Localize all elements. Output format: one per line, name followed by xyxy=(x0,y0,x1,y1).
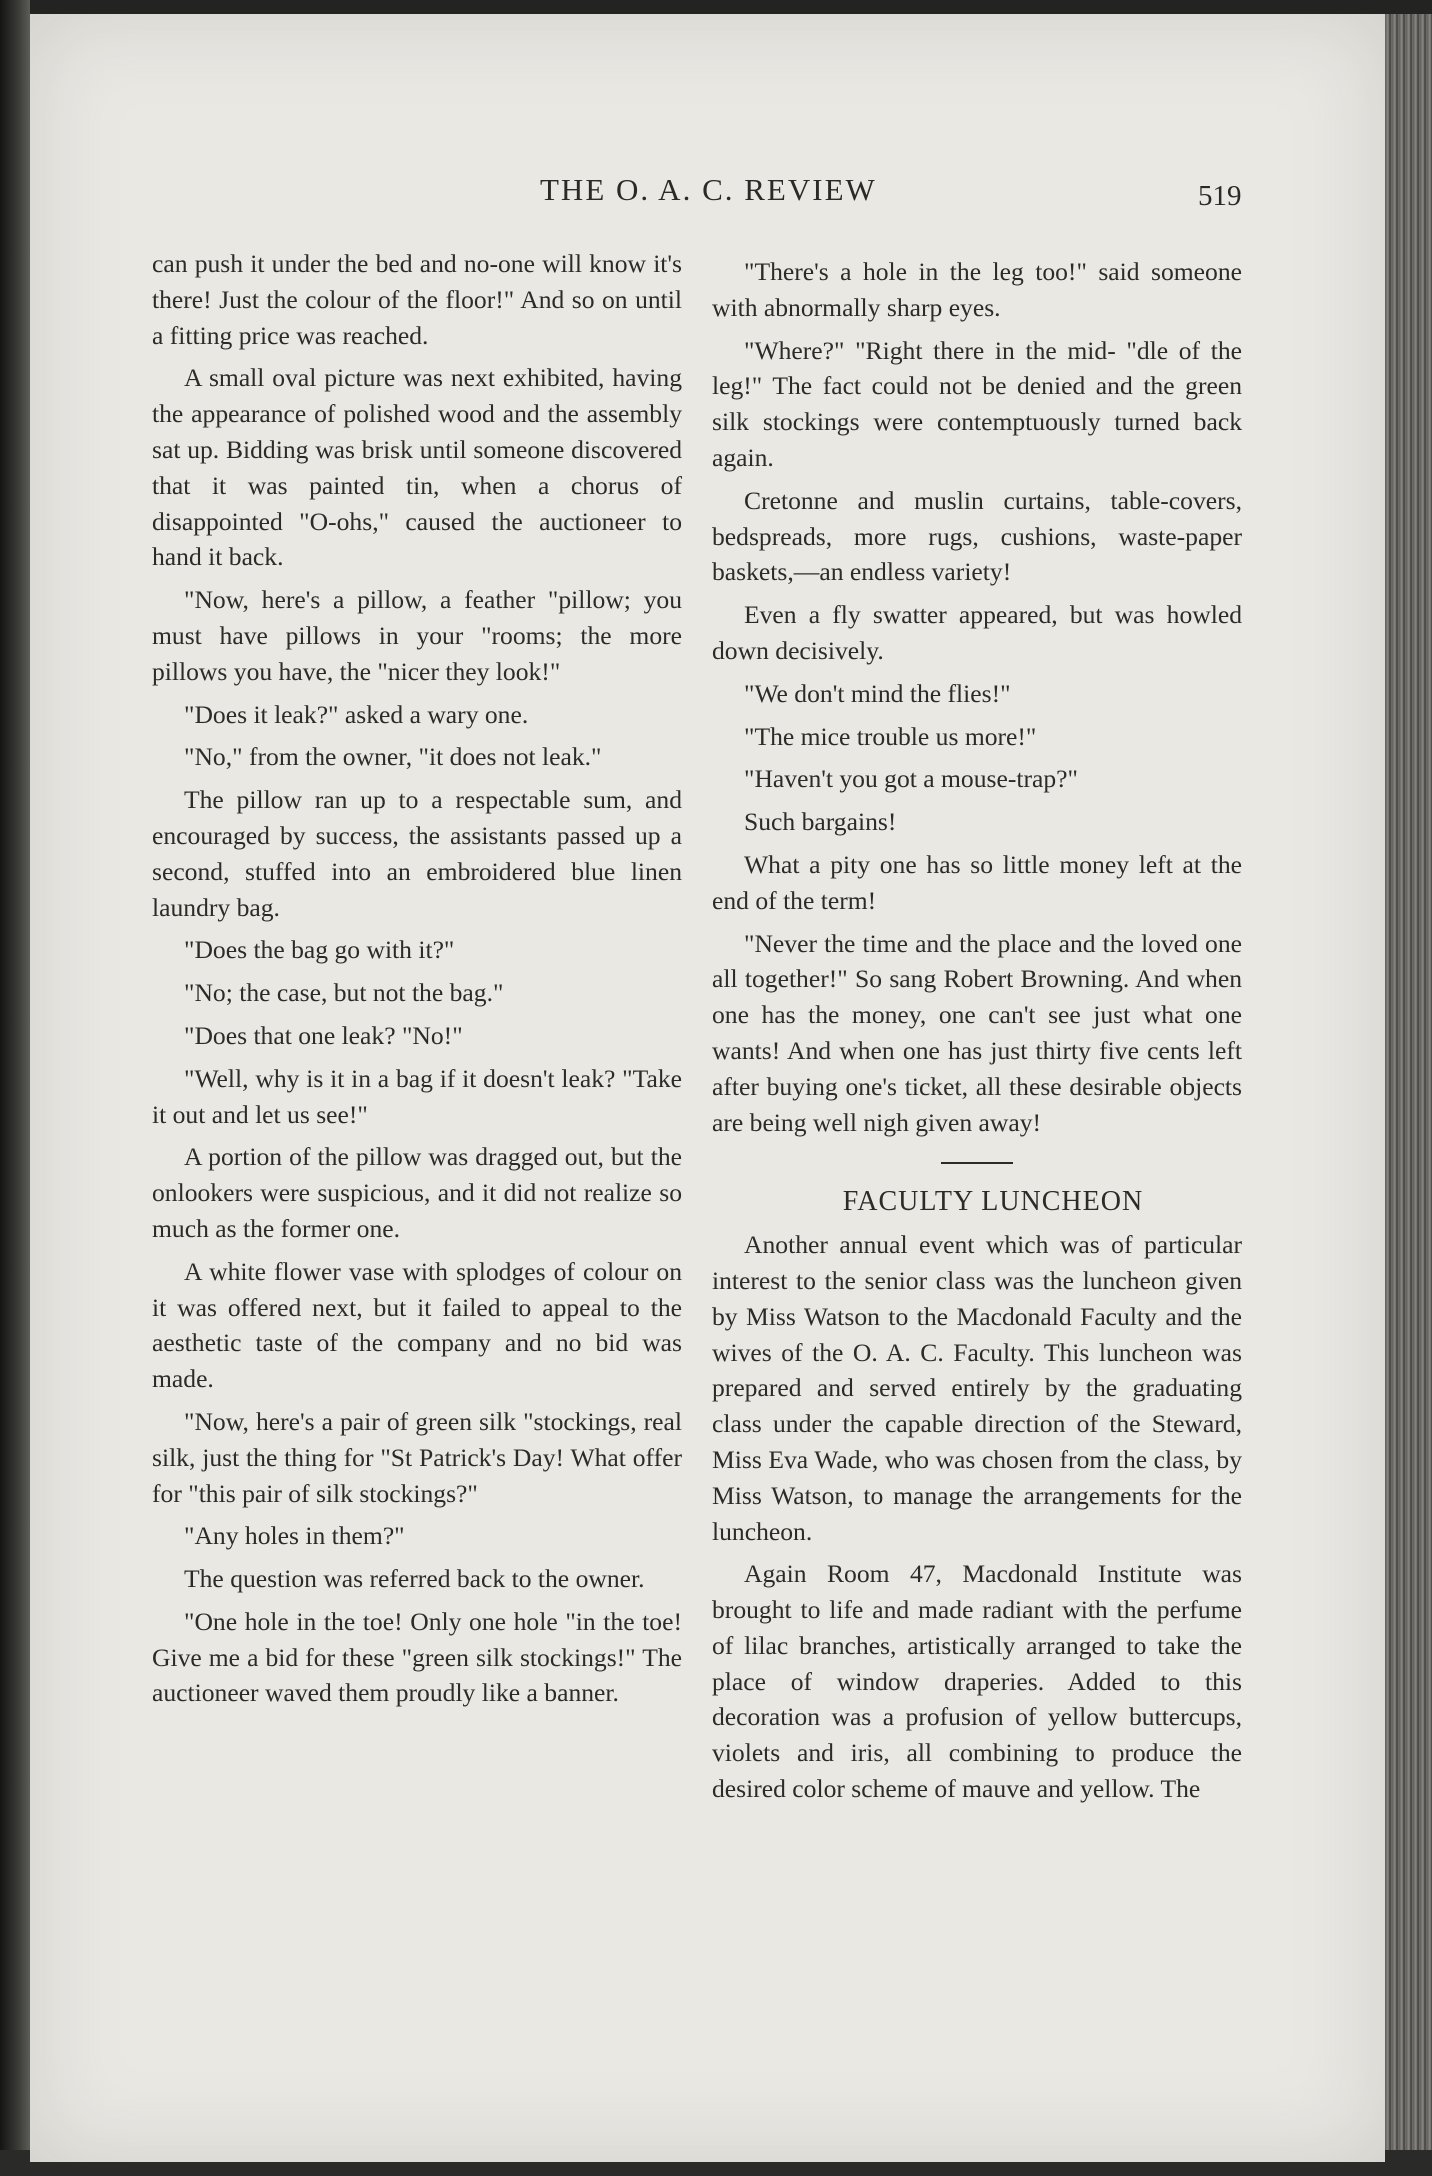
paragraph: "Where?" "Right there in the mid- "dle of the leg!" The fact could not be denied and the green silk stockings were contemptuously turned back again. xyxy=(712,335,1242,472)
paragraph: Even a fly swatter appeared, but was howled down decisively. xyxy=(712,600,1242,665)
paragraph: Another annual event which was of particular interest to the senior class was the luncheon given by Miss Watson to the Macdonald Faculty and the wives of the O. A. C. Faculty. This luncheon was prepared and served entirely by the graduating class under the capable direction of the Steward, Miss Eva Wade, who was chosen from the class, by Miss Watson, to manage the arrangements for the luncheon. xyxy=(712,1230,1242,1546)
paragraph: "No; the case, but not the bag." xyxy=(184,978,504,1008)
paragraph: "No," from the owner, "it does not leak." xyxy=(184,742,602,772)
paragraph: "Well, why is it in a bag if it doesn't leak? "Take it out and let us see!" xyxy=(152,1063,682,1129)
paragraph: What a pity one has so little money left at the end of the term! xyxy=(712,849,1242,915)
paragraph: Such bargains! xyxy=(744,807,897,837)
paragraph: The pillow ran up to a respectable sum, and encouraged by success, the assistants passed up a second, stuffed into an embroidered blue linen laundry bag. xyxy=(152,785,682,922)
page-edges xyxy=(1378,14,1432,2176)
section-title: FACULTY LUNCHEON xyxy=(842,1186,1144,1218)
paragraph: A white flower vase with splodges of colour on it was offered next, but it failed to appeal to the aesthetic taste of the company and no bid was made. xyxy=(152,1256,682,1394)
paragraph: "Any holes in them?" xyxy=(184,1521,405,1551)
paragraph: The question was referred back to the owner. xyxy=(184,1564,645,1594)
paragraph: "There's a hole in the leg too!" said someone with abnormally sharp eyes. xyxy=(712,257,1242,322)
running-header: THE O. A. C. REVIEW xyxy=(540,172,877,207)
paragraph: "Now, here's a pillow, a feather "pillow; you must have pillows in your "rooms; the more pillows you have, the "nicer they look!" xyxy=(152,585,682,686)
paragraph: "Now, here's a pair of green silk "stockings, real silk, just the thing for "St Patrick's Day! What offer for "this pair of silk stockings?" xyxy=(152,1406,682,1508)
paragraph: "The mice trouble us more!" xyxy=(744,721,1037,751)
binding-shadow xyxy=(0,0,30,2176)
paragraph: "Haven't you got a mouse-trap?" xyxy=(744,764,1078,794)
paragraph: "Does the bag go with it?" xyxy=(184,935,455,965)
paragraph: A portion of the pillow was dragged out, but the onlookers were suspicious, and it did not realize so much as the former one. xyxy=(152,1142,682,1243)
paragraph: "We don't mind the flies!" xyxy=(744,678,1011,708)
paragraph: can push it under the bed and no-one will know it's there! Just the colour of the floor!" And so on until a fitting price was reached. xyxy=(152,249,682,350)
paragraph: "Never the time and the place and the loved one all together!" So sang Robert Browning. And when one has the money, one can't see just what one wants! And when one has just thirty five cents left after buying one's ticket, all these desirable objects are being well nigh given away! xyxy=(712,928,1242,1137)
paragraph: A small oval picture was next exhibited, having the appearance of polished wood and the assembly sat up. Bidding was brisk until someone discovered that it was painted tin, when a chorus of disappointed "O-ohs," caused the auctioneer to hand it back. xyxy=(152,363,682,572)
paragraph: Cretonne and muslin curtains, table-covers, bedspreads, more rugs, cushions, waste-paper baskets,—an endless variety! xyxy=(712,485,1242,587)
paragraph: "Does it leak?" asked a wary one. xyxy=(184,699,529,729)
paragraph: Again Room 47, Macdonald Institute was brought to life and made radiant with the perfume of lilac branches, artistically arranged to take the place of window draperies. Added to this decoration was a profusion of yellow buttercups, violets and iris, all combining to produce the desired color scheme of mauve and yellow. The xyxy=(712,1559,1242,1804)
left-column xyxy=(152,246,682,1718)
paragraph: "One hole in the toe! Only one hole "in the toe! Give me a bid for these "green silk stockings!" The auctioneer waved them proudly like a banner. xyxy=(152,1606,682,1708)
right-column xyxy=(712,254,1242,1814)
paragraph: "Does that one leak? "No!" xyxy=(184,1020,463,1050)
section-divider xyxy=(941,1162,1013,1164)
page-number: 519 xyxy=(1198,180,1242,212)
